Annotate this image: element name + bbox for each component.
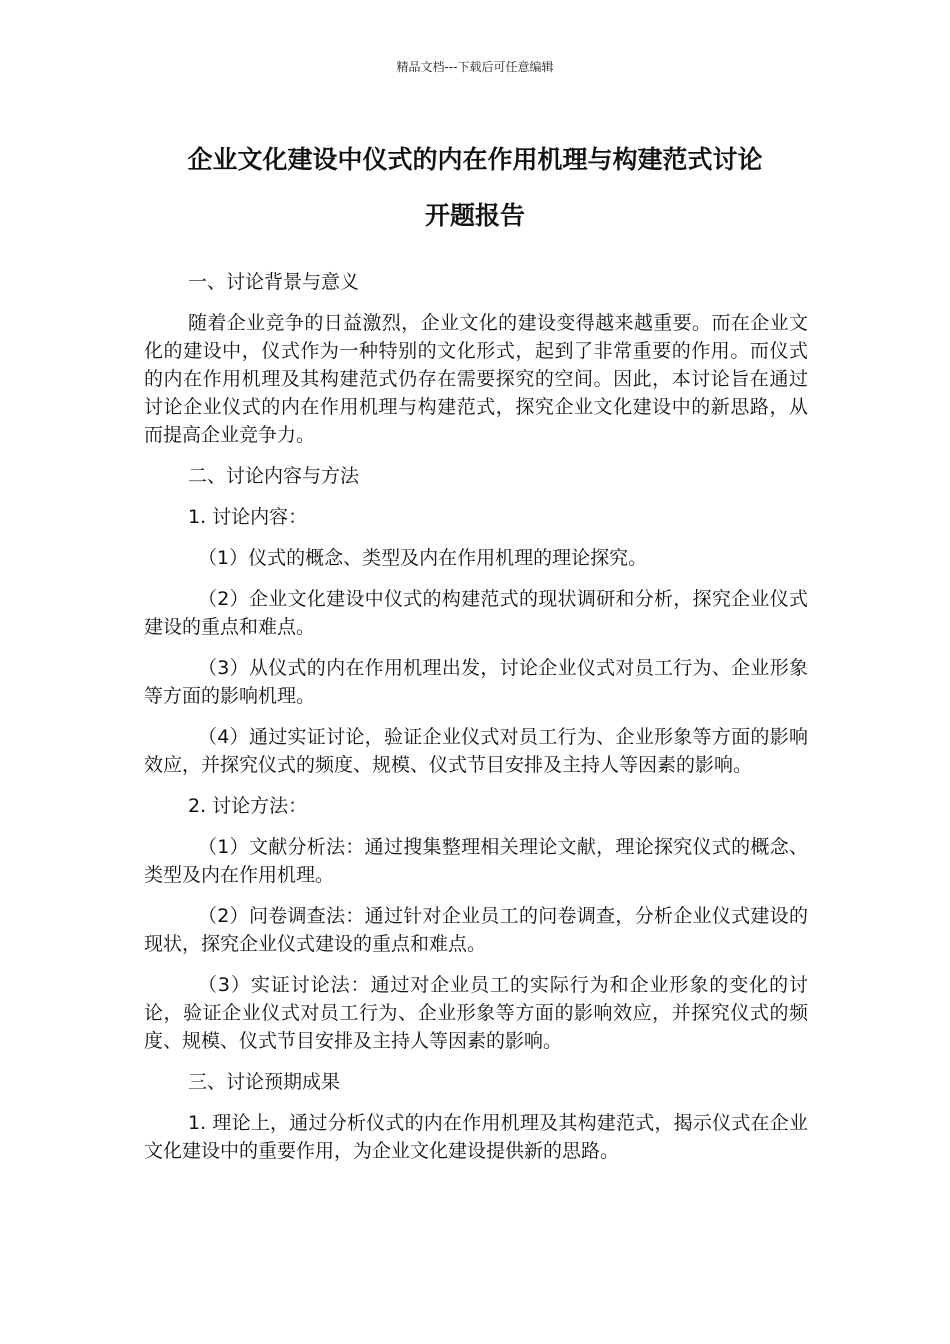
document-title <box>130 132 820 244</box>
list-item: （2）问卷调查法：通过针对企业员工的问卷调查，分析企业仪式建设的现状，探究企业仪式建设的重点和难点。 <box>144 905 808 955</box>
title-line-2: 开题报告 <box>424 201 525 230</box>
list-item: （2）企业文化建设中仪式的构建范式的现状调研和分析，探究企业仪式建设的重点和难点。 <box>144 588 808 638</box>
list-item: （1）文献分析法：通过搜集整理相关理论文献，理论探究仪式的概念、类型及内在作用机理。 <box>144 836 808 886</box>
page-header-note: 精品文档---下载后可任意编辑 <box>396 60 554 74</box>
section-3-heading: 三、讨论预期成果 <box>188 1071 341 1093</box>
list-item: （3）从仪式的内在作用机理出发，讨论企业仪式对员工行为、企业形象等方面的影响机理。 <box>144 657 808 707</box>
list-item: 1. 理论上，通过分析仪式的内在作用机理及其构建范式，揭示仪式在企业文化建设中的重要作用，为企业文化建设提供新的思路。 <box>144 1112 808 1162</box>
section-2-heading: 二、讨论内容与方法 <box>188 465 360 487</box>
section-2-subheading-methods: 2. 讨论方法： <box>188 795 308 817</box>
section-2-subheading-content: 1. 讨论内容： <box>188 506 308 528</box>
list-item: （1）仪式的概念、类型及内在作用机理的理论探究。 <box>198 547 648 569</box>
list-item: （4）通过实证讨论，验证企业仪式对员工行为、企业形象等方面的影响效应，并探究仪式的频度、规模、仪式节目安排及主持人等因素的影响。 <box>144 726 808 776</box>
title-line-1: 企业文化建设中仪式的内在作用机理与构建范式讨论 <box>187 145 763 174</box>
document-body <box>144 268 808 1178</box>
section-1-heading: 一、讨论背景与意义 <box>188 271 360 293</box>
list-item: （3）实证讨论法：通过对企业员工的实际行为和企业形象的变化的讨论，验证企业仪式对员工行为、企业形象等方面的影响效应，并探究仪式的频度、规模、仪式节目安排及主持人等因素的影响。 <box>144 974 808 1052</box>
section-1-paragraph: 随着企业竞争的日益激烈，企业文化的建设变得越来越重要。而在企业文化的建设中，仪式作为一种特别的文化形式，起到了非常重要的作用。而仪式的内在作用机理及其构建范式仍存在需要探究的空间。因此，本讨论旨在通过讨论企业仪式的内在作用机理与构建范式，探究企业文化建设中的新思路，从而提高企业竞争力。 <box>144 312 808 446</box>
